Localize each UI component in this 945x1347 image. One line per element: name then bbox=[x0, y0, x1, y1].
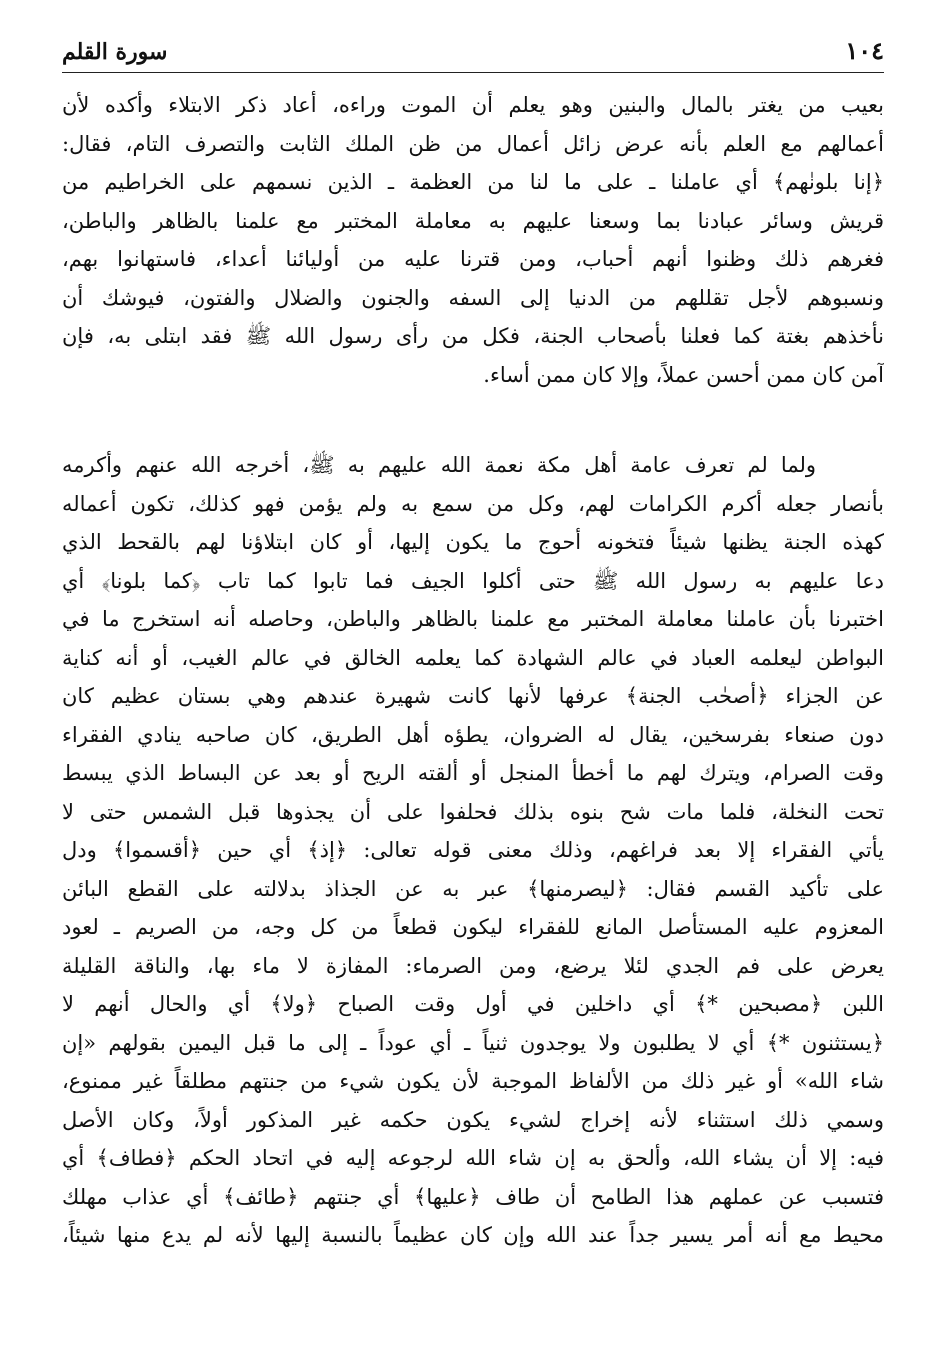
text-line: اختبرنا بأن عاملنا معاملة المختبر مع علمنا بالظاهر والباطن، وحاصله أنه استخرج ما في bbox=[62, 607, 884, 631]
text-line: يعرض على فم الجدي لئلا يرضع، ومن الصرماء: المفازة لا ماء بها، والناقة القليلة bbox=[62, 953, 884, 978]
text-line: البواطن ليعلمه العباد في عالم الشهادة كما يعلمه الخالق في عالم الغيب، أو أنه كناية bbox=[62, 645, 884, 670]
text-line: يأتي الفقراء إلا بعد فراغهم، وذلك معنى قوله تعالى: ﴿إذ﴾ أي حين ﴿أقسموا﴾ ودل bbox=[62, 838, 884, 862]
text-line: ولما لم تعرف عامة أهل مكة نعمة الله عليهم به ﷺ، أخرجه الله عنهم وأكرمه bbox=[62, 453, 816, 477]
page-header bbox=[62, 34, 884, 72]
text-line: آمن كان ممن أحسن عملاً، وإلا كان ممن أساء. bbox=[483, 362, 884, 387]
text-line: عن الجزاء ﴿أصحٰب الجنة﴾ عرفها لأنها كانت شهيرة عندهم وهي بستان عظيم كان bbox=[62, 684, 884, 708]
text-line: بأنصار جعله أكرم الكرامات لهم، وكل من سمع به ولم يؤمن فهو كذلك، تكون أعماله bbox=[62, 491, 884, 516]
text-line: أعمالهم مع العلم بأنه عرض زائل أعمال من ظن الملك الثابت والتصرف التام، فقال: bbox=[62, 131, 884, 156]
text-line: دون صنعاء بفرسخين، يقال له الضروان، يطؤه أهل الطريق، كان صاحبه ينادي الفقراء bbox=[62, 722, 884, 747]
text-line: دعا عليهم به رسول الله ﷺ حتى أكلوا الجيف فما تابوا كما تاب ﴿كما بلونا﴾ أي bbox=[62, 568, 884, 593]
header-divider bbox=[62, 72, 884, 73]
text-line: فغرهم ذلك وظنوا أنهم أحباب، ومن قترنا عليه من أوليائنا أعداء، فاستهانوا بهم، bbox=[62, 247, 884, 271]
body-text bbox=[62, 86, 884, 1255]
text-line: تحت النخلة، فلما مات شح بنوه بذلك فحلفوا على أن يجذوها قبل الشمس حتى لا bbox=[62, 799, 884, 824]
text-line: ﴿إنا بلونٰهم﴾ أي عاملنا ـ على ما لنا من العظمة ـ الذين نسمهم على الخراطيم من bbox=[62, 170, 884, 194]
text-line: وقت الصرام، ويترك لهم ما أخطأ المنجل أو ألقته الريح أو بعد عن البساط الذي يبسط bbox=[62, 761, 884, 785]
text-line: اللبن ﴿مصبحين *﴾ أي داخلين في أول وقت الصباح ﴿ولا﴾ أي والحال أنهم لا bbox=[62, 992, 884, 1016]
text-line: على تأكيد القسم فقال: ﴿ليصرمنها﴾ عبر به عن الجذاذ بدلالته على القطع البائن bbox=[62, 876, 884, 901]
text-line: شاء الله» أو غير ذلك من الألفاظ الموجبة لأن يكون شيء من جنتهم مطلقاً غير ممنوع، bbox=[62, 1069, 884, 1093]
text-line: فيه: إلا أن يشاء الله، وألحق به إن شاء الله لرجوعه إليه في اتحاد الحكم ﴿فطاف﴾ أي bbox=[62, 1146, 884, 1170]
text-line: وسمي ذلك استثناء لأنه إخراج لشيء يكون حكمه غير المذكور أولاً، وكان الأصل bbox=[62, 1107, 884, 1132]
text-line: قريش وسائر عبادنا بما وسعنا عليهم به معاملة المختبر مع علمنا بالظاهر والباطن، bbox=[62, 208, 884, 233]
paragraph-2 bbox=[62, 446, 884, 1255]
text-line: بعيب من يغتر بالمال والبنين وهو يعلم أن الموت وراءه، أعاد ذكر الابتلاء وأكده لأن bbox=[62, 93, 884, 117]
text-line: ﴿يستثنون *﴾ أي لا يطلبون ولا يوجدون ثنياً ـ أي عوداً ـ إلى ما قبل اليمين بقولهم «إن bbox=[62, 1030, 884, 1055]
text-line: ونسبوهم لأجل تقللهم من الدنيا إلى السفه والجنون والضلال والفتون، فيوشك أن bbox=[62, 285, 884, 310]
page-number: ١٠٤ bbox=[845, 36, 884, 65]
text-line: نأخذهم بغتة كما فعلنا بأصحاب الجنة، فكل من رأى رسول الله ﷺ فقد ابتلى به، فإن bbox=[62, 324, 884, 348]
text-line: محيط مع أنه أمر يسير جداً عند الله وإن كان عظيماً بالنسبة إليها لأنه لم يدع منها شيئاً، bbox=[62, 1223, 884, 1247]
text-line: فتسبب عن عملهم هذا الطامح أن طاف ﴿عليها﴾ أي جنتهم ﴿طائف﴾ أي عذاب مهلك bbox=[62, 1184, 884, 1209]
text-line: كهذه الجنة يظنها شيئاً فتخونه أحوج ما يكون إليها، أو كان ابتلاؤنا لهم بالقحط الذي bbox=[62, 530, 884, 554]
running-title: سورة القلم bbox=[62, 39, 168, 65]
text-line: المعزوم عليه المستأصل المانع للفقراء ليكون قطعاً من كل وجه، من الصريم ـ لعود bbox=[62, 915, 884, 939]
paragraph-1 bbox=[62, 86, 884, 394]
